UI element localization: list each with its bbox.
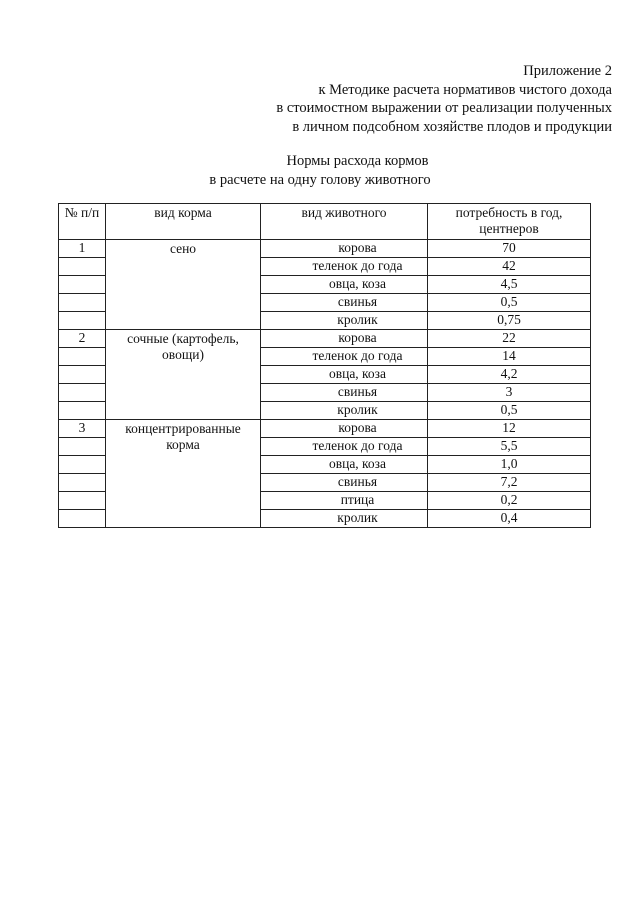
table-row — [59, 240, 591, 258]
feed-type-cell: концентрированные корма — [106, 420, 261, 528]
animal-type-cell: овца, коза — [261, 456, 428, 474]
animal-type-cell: овца, коза — [261, 366, 428, 384]
annual-need-cell: 0,5 — [428, 294, 591, 312]
annual-need-cell: 70 — [428, 240, 591, 258]
row-number-cell — [59, 312, 106, 330]
feed-type-cell: сочные (картофель, овощи) — [106, 330, 261, 420]
animal-type-cell: теленок до года — [261, 258, 428, 276]
header-line-3: в стоимостном выражении от реализации полученных — [276, 100, 612, 116]
animal-type-cell: овца, коза — [261, 276, 428, 294]
animal-type-cell: кролик — [261, 510, 428, 528]
table-header-row — [59, 204, 591, 240]
row-number-cell — [59, 276, 106, 294]
feed-type-cell: сено — [106, 240, 261, 330]
appendix-header — [276, 62, 612, 136]
animal-type-cell: теленок до года — [261, 438, 428, 456]
annual-need-cell: 7,2 — [428, 474, 591, 492]
animal-type-cell: кролик — [261, 402, 428, 420]
animal-type-cell: свинья — [261, 384, 428, 402]
header-feed-type: вид корма — [106, 204, 261, 240]
row-number-cell — [59, 348, 106, 366]
annual-need-cell: 22 — [428, 330, 591, 348]
annual-need-cell: 4,5 — [428, 276, 591, 294]
header-animal-type: вид животного — [261, 204, 428, 240]
header-annual-need: потребность в год, центнеров — [428, 204, 591, 240]
animal-type-cell: свинья — [261, 474, 428, 492]
row-number-cell — [59, 294, 106, 312]
title-line-2: в расчете на одну голову животного — [209, 171, 431, 188]
header-line-1: Приложение 2 — [523, 63, 612, 79]
annual-need-cell: 4,2 — [428, 366, 591, 384]
row-number-cell — [59, 384, 106, 402]
row-number-cell — [59, 474, 106, 492]
table-body — [59, 240, 591, 528]
annual-need-cell: 5,5 — [428, 438, 591, 456]
row-number-cell — [59, 456, 106, 474]
row-number-cell — [59, 438, 106, 456]
table-row — [59, 420, 591, 438]
row-number-cell — [59, 492, 106, 510]
annual-need-cell: 0,75 — [428, 312, 591, 330]
row-number-cell — [59, 510, 106, 528]
header-line-4: в личном подсобном хозяйстве плодов и продукции — [292, 118, 612, 135]
row-number-cell — [59, 258, 106, 276]
row-number-cell — [59, 402, 106, 420]
animal-type-cell: свинья — [261, 294, 428, 312]
annual-need-cell: 14 — [428, 348, 591, 366]
annual-need-cell: 0,2 — [428, 492, 591, 510]
annual-need-cell: 3 — [428, 384, 591, 402]
annual-need-cell: 0,5 — [428, 402, 591, 420]
row-number-cell: 3 — [59, 420, 106, 438]
header-number: № п/п — [59, 204, 106, 240]
row-number-cell — [59, 366, 106, 384]
animal-type-cell: корова — [261, 240, 428, 258]
animal-type-cell: птица — [261, 492, 428, 510]
row-number-cell: 2 — [59, 330, 106, 348]
annual-need-cell: 1,0 — [428, 456, 591, 474]
annual-need-cell: 12 — [428, 420, 591, 438]
animal-type-cell: теленок до года — [261, 348, 428, 366]
animal-type-cell: корова — [261, 420, 428, 438]
animal-type-cell: кролик — [261, 312, 428, 330]
annual-need-cell: 42 — [428, 258, 591, 276]
title-line-1: Нормы расхода кормов — [286, 153, 429, 169]
document-title — [0, 152, 640, 189]
animal-type-cell: корова — [261, 330, 428, 348]
header-line-2: к Методике расчета нормативов чистого дохода — [318, 81, 612, 98]
table-row — [59, 330, 591, 348]
row-number-cell: 1 — [59, 240, 106, 258]
feed-norms-table — [58, 203, 591, 528]
annual-need-cell: 0,4 — [428, 510, 591, 528]
